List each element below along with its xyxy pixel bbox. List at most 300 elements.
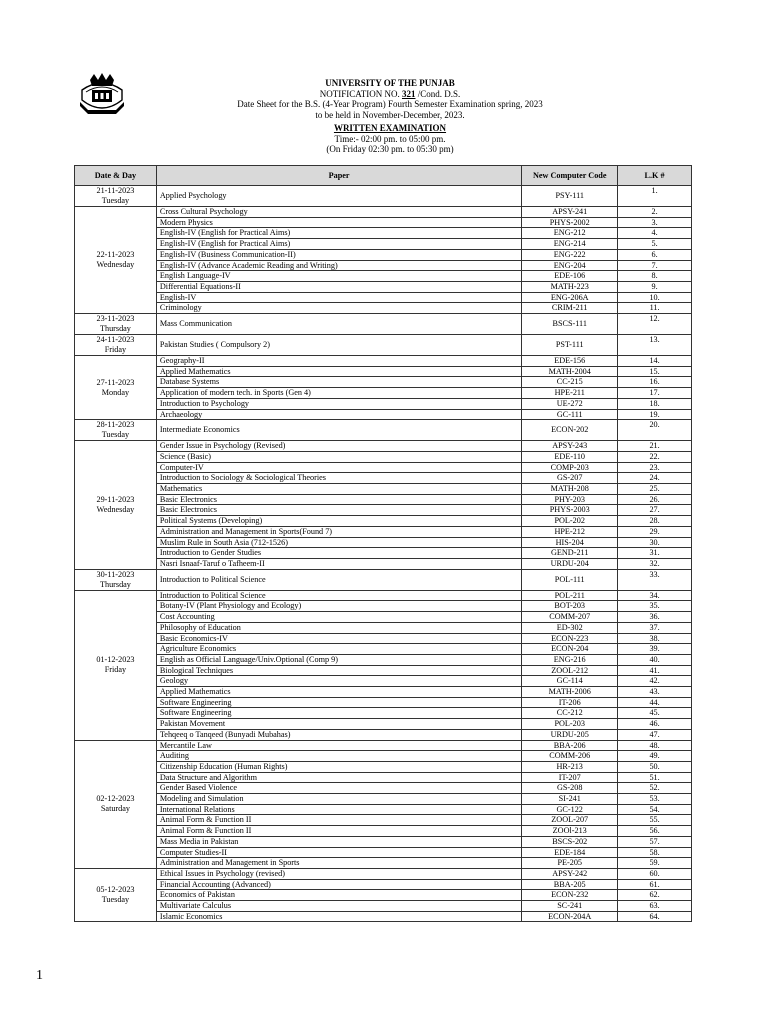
notification-number: 321 xyxy=(401,88,416,99)
course-code-cell: GC-122 xyxy=(522,804,618,815)
exam-date: 22-11-2023 xyxy=(96,250,135,260)
course-code-cell: ECON-204A xyxy=(522,911,618,922)
course-code-cell: ZOOL-207 xyxy=(522,815,618,826)
lk-number-cell: 32. xyxy=(618,558,692,569)
datesheet-period: to be held in November-December, 2023. xyxy=(315,109,465,120)
course-code-cell: BOT-203 xyxy=(522,601,618,612)
column-header-lk: L.K # xyxy=(618,166,692,186)
paper-cell: Intermediate Economics xyxy=(156,420,521,441)
table-row xyxy=(75,409,692,420)
course-code-cell: EDE-184 xyxy=(522,847,618,858)
lk-number-cell: 5. xyxy=(618,239,692,250)
exam-day: Thursday xyxy=(99,324,131,334)
course-code-cell: UE-272 xyxy=(522,398,618,409)
paper-cell: English-IV (Business Communication-II) xyxy=(156,249,521,260)
lk-number-cell: 49. xyxy=(618,751,692,762)
lk-number-cell: 39. xyxy=(618,644,692,655)
course-code-cell: GC-114 xyxy=(522,676,618,687)
lk-number-cell: 16. xyxy=(618,377,692,388)
lk-number-cell: 26. xyxy=(618,494,692,505)
course-code-cell: MATH-2006 xyxy=(522,687,618,698)
lk-number-cell: 3. xyxy=(618,217,692,228)
paper-cell: Archaeology xyxy=(156,409,521,420)
friday-time: (On Friday 02:30 pm. to 05:30 pm) xyxy=(326,144,454,154)
paper-cell: Basic Economics-IV xyxy=(156,633,521,644)
course-code-cell: URDU-205 xyxy=(522,729,618,740)
paper-cell: Software Engineering xyxy=(156,697,521,708)
paper-cell: Science (Basic) xyxy=(156,451,521,462)
course-code-cell: PHYS-2003 xyxy=(522,505,618,516)
paper-cell: English Language-IV xyxy=(156,271,521,282)
table-row xyxy=(75,292,692,303)
table-row xyxy=(75,398,692,409)
lk-number-cell: 55. xyxy=(618,815,692,826)
exam-day: Tuesday xyxy=(101,895,130,905)
table-row xyxy=(75,271,692,282)
date-day-cell xyxy=(75,441,157,569)
table-row xyxy=(75,729,692,740)
table-row xyxy=(75,783,692,794)
table-row xyxy=(75,847,692,858)
course-code-cell: IT-207 xyxy=(522,772,618,783)
paper-cell: Applied Mathematics xyxy=(156,366,521,377)
paper-cell: Applied Mathematics xyxy=(156,687,521,698)
exam-date: 23-11-2023 xyxy=(96,314,135,324)
table-row xyxy=(75,687,692,698)
table-row xyxy=(75,826,692,837)
course-code-cell: GEND-211 xyxy=(522,548,618,559)
exam-date: 27-11-2023 xyxy=(96,377,135,387)
course-code-cell: CRIM-211 xyxy=(522,303,618,314)
paper-cell: English-IV (English for Practical Aims) xyxy=(156,239,521,250)
table-row xyxy=(75,697,692,708)
lk-number-cell: 52. xyxy=(618,783,692,794)
course-code-cell: ENG-204 xyxy=(522,260,618,271)
course-code-cell: BBA-205 xyxy=(522,879,618,890)
table-row xyxy=(75,858,692,869)
course-code-cell: PHY-203 xyxy=(522,494,618,505)
exam-day: Tuesday xyxy=(101,196,130,205)
lk-number-cell: 6. xyxy=(618,249,692,260)
paper-cell: Pakistan Studies ( Compulsory 2) xyxy=(156,335,521,356)
paper-cell: English-IV (English for Practical Aims) xyxy=(156,228,521,239)
table-row xyxy=(75,794,692,805)
lk-number-cell: 2. xyxy=(618,207,692,218)
lk-number-cell: 35. xyxy=(618,601,692,612)
paper-cell: Introduction to Political Science xyxy=(156,569,521,590)
paper-cell: Data Structure and Algorithm xyxy=(156,772,521,783)
course-code-cell: ZOOL-212 xyxy=(522,665,618,676)
paper-cell: Differential Equations-II xyxy=(156,281,521,292)
lk-number-cell: 33. xyxy=(618,569,692,590)
course-code-cell: ECON-223 xyxy=(522,633,618,644)
exam-day: Monday xyxy=(101,387,130,397)
lk-number-cell: 18. xyxy=(618,398,692,409)
course-code-cell: HR-213 xyxy=(522,761,618,772)
date-day-cell xyxy=(75,420,157,441)
course-code-cell: ECON-202 xyxy=(522,420,618,441)
lk-number-cell: 29. xyxy=(618,526,692,537)
course-code-cell: HIS-204 xyxy=(522,537,618,548)
table-row xyxy=(75,654,692,665)
table-row xyxy=(75,303,692,314)
lk-number-cell: 59. xyxy=(618,858,692,869)
course-code-cell: EDE-110 xyxy=(522,451,618,462)
table-row xyxy=(75,388,692,399)
course-code-cell: BBA-206 xyxy=(522,740,618,751)
course-code-cell: URDU-204 xyxy=(522,558,618,569)
course-code-cell: ED-302 xyxy=(522,622,618,633)
date-day-cell xyxy=(75,356,157,420)
table-row xyxy=(75,890,692,901)
table-row xyxy=(75,281,692,292)
paper-cell: Auditing xyxy=(156,751,521,762)
lk-number-cell: 8. xyxy=(618,271,692,282)
date-day-cell xyxy=(75,335,157,356)
course-code-cell: GC-111 xyxy=(522,409,618,420)
lk-number-cell: 28. xyxy=(618,516,692,527)
table-row xyxy=(75,901,692,912)
exam-day: Friday xyxy=(104,665,127,675)
table-row xyxy=(75,719,692,730)
course-code-cell: BSCS-202 xyxy=(522,836,618,847)
lk-number-cell: 56. xyxy=(618,826,692,837)
course-code-cell: POL-202 xyxy=(522,516,618,527)
table-row xyxy=(75,473,692,484)
table-row xyxy=(75,420,692,441)
lk-number-cell: 22. xyxy=(618,451,692,462)
paper-cell: English-IV xyxy=(156,292,521,303)
lk-number-cell: 60. xyxy=(618,868,692,879)
table-row xyxy=(75,804,692,815)
table-row xyxy=(75,612,692,623)
course-code-cell: ECON-204 xyxy=(522,644,618,655)
column-header-date: Date & Day xyxy=(75,166,157,186)
lk-number-cell: 7. xyxy=(618,260,692,271)
exam-date: 28-11-2023 xyxy=(96,420,135,430)
date-day-cell xyxy=(75,186,157,207)
paper-cell: Application of modern tech. in Sports (Gen 4) xyxy=(156,388,521,399)
course-code-cell: ENG-214 xyxy=(522,239,618,250)
lk-number-cell: 38. xyxy=(618,633,692,644)
datesheet-title: Date Sheet for the B.S. (4-Year Program) Fourth Semester Examination spring, 2023 xyxy=(237,99,543,109)
paper-cell: Modeling and Simulation xyxy=(156,794,521,805)
course-code-cell: POL-111 xyxy=(522,569,618,590)
lk-number-cell: 23. xyxy=(618,462,692,473)
table-row xyxy=(75,548,692,559)
lk-number-cell: 43. xyxy=(618,687,692,698)
table-row xyxy=(75,761,692,772)
page-number: 1 xyxy=(36,968,43,983)
exam-day: Friday xyxy=(104,345,127,355)
lk-number-cell: 61. xyxy=(618,879,692,890)
exam-date: 02-12-2023 xyxy=(96,794,135,804)
exam-date: 21-11-2023 xyxy=(96,186,135,195)
paper-cell: Islamic Economics xyxy=(156,911,521,922)
lk-number-cell: 12. xyxy=(618,314,692,335)
course-code-cell: GS-208 xyxy=(522,783,618,794)
paper-cell: Criminology xyxy=(156,303,521,314)
exam-date: 01-12-2023 xyxy=(96,655,135,665)
lk-number-cell: 64. xyxy=(618,911,692,922)
paper-cell: Computer-IV xyxy=(156,462,521,473)
table-row xyxy=(75,505,692,516)
table-row xyxy=(75,451,692,462)
paper-cell: Animal Form & Function II xyxy=(156,826,521,837)
exam-day: Tuesday xyxy=(101,430,130,440)
paper-cell: Botany-IV (Plant Physiology and Ecology) xyxy=(156,601,521,612)
course-code-cell: PHYS-2002 xyxy=(522,217,618,228)
table-row xyxy=(75,186,692,207)
course-code-cell: HPE-212 xyxy=(522,526,618,537)
paper-cell: Nasri Isnaaf-Taruf o Tafheem-II xyxy=(156,558,521,569)
paper-cell: Modern Physics xyxy=(156,217,521,228)
course-code-cell: ECON-232 xyxy=(522,890,618,901)
paper-cell: Software Engineering xyxy=(156,708,521,719)
paper-cell: Pakistan Movement xyxy=(156,719,521,730)
table-row xyxy=(75,868,692,879)
paper-cell: Mathematics xyxy=(156,484,521,495)
table-row xyxy=(75,462,692,473)
exam-date: 24-11-2023 xyxy=(96,335,135,345)
paper-cell: Geography-II xyxy=(156,356,521,367)
table-row xyxy=(75,601,692,612)
exam-day: Wednesday xyxy=(96,504,135,514)
lk-number-cell: 34. xyxy=(618,590,692,601)
table-row xyxy=(75,740,692,751)
lk-number-cell: 42. xyxy=(618,676,692,687)
table-row xyxy=(75,377,692,388)
written-exam-heading: WRITTEN EXAMINATION xyxy=(333,123,447,133)
paper-cell: Multivariate Calculus xyxy=(156,901,521,912)
lk-number-cell: 27. xyxy=(618,505,692,516)
paper-cell: Introduction to Gender Studies xyxy=(156,548,521,559)
course-code-cell: CC-215 xyxy=(522,377,618,388)
table-row xyxy=(75,708,692,719)
lk-number-cell: 58. xyxy=(618,847,692,858)
course-code-cell: POL-203 xyxy=(522,719,618,730)
course-code-cell: PSY-111 xyxy=(522,186,618,207)
paper-cell: Introduction to Psychology xyxy=(156,398,521,409)
exam-day: Wednesday xyxy=(96,260,135,270)
table-row xyxy=(75,260,692,271)
paper-cell: Philosophy of Education xyxy=(156,622,521,633)
table-row xyxy=(75,633,692,644)
paper-cell: Economics of Pakistan xyxy=(156,890,521,901)
paper-cell: Citizenship Education (Human Rights) xyxy=(156,761,521,772)
course-code-cell: CC-212 xyxy=(522,708,618,719)
table-row xyxy=(75,590,692,601)
table-row xyxy=(75,644,692,655)
paper-cell: Tehqeeq o Tanqeed (Bunyadi Mubahas) xyxy=(156,729,521,740)
paper-cell: Gender Issue in Psychology (Revised) xyxy=(156,441,521,452)
paper-cell: Applied Psychology xyxy=(156,186,521,207)
lk-number-cell: 51. xyxy=(618,772,692,783)
lk-number-cell: 44. xyxy=(618,697,692,708)
lk-number-cell: 9. xyxy=(618,281,692,292)
course-code-cell: APSY-243 xyxy=(522,441,618,452)
lk-number-cell: 47. xyxy=(618,729,692,740)
course-code-cell: MATH-2004 xyxy=(522,366,618,377)
course-code-cell: EDE-156 xyxy=(522,356,618,367)
university-crest-icon xyxy=(78,72,126,118)
paper-cell: Mass Communication xyxy=(156,314,521,335)
table-row xyxy=(75,356,692,367)
lk-number-cell: 48. xyxy=(618,740,692,751)
lk-number-cell: 17. xyxy=(618,388,692,399)
table-row xyxy=(75,558,692,569)
table-row xyxy=(75,622,692,633)
paper-cell: Basic Electronics xyxy=(156,494,521,505)
date-sheet-table xyxy=(74,165,692,922)
column-header-code: New Computer Code xyxy=(522,166,618,186)
lk-number-cell: 14. xyxy=(618,356,692,367)
notification-line: NOTIFICATION NO. 321 /Cond. D.S. xyxy=(319,88,461,99)
course-code-cell: SC-241 xyxy=(522,901,618,912)
course-code-cell: GS-207 xyxy=(522,473,618,484)
course-code-cell: MATH-223 xyxy=(522,281,618,292)
paper-cell: Cost Accounting xyxy=(156,612,521,623)
date-day-cell xyxy=(75,207,157,314)
paper-cell: Administration and Management in Sports xyxy=(156,858,521,869)
paper-cell: Agriculture Economics xyxy=(156,644,521,655)
course-code-cell: ENG-222 xyxy=(522,249,618,260)
course-code-cell: COMM-207 xyxy=(522,612,618,623)
table-row xyxy=(75,676,692,687)
date-day-cell xyxy=(75,590,157,740)
course-code-cell: POL-211 xyxy=(522,590,618,601)
lk-number-cell: 45. xyxy=(618,708,692,719)
table-row xyxy=(75,366,692,377)
table-row xyxy=(75,569,692,590)
lk-number-cell: 46. xyxy=(618,719,692,730)
paper-cell: Biological Techniques xyxy=(156,665,521,676)
paper-cell: Geology xyxy=(156,676,521,687)
lk-number-cell: 19. xyxy=(618,409,692,420)
lk-number-cell: 53. xyxy=(618,794,692,805)
course-code-cell: ENG-206A xyxy=(522,292,618,303)
table-row xyxy=(75,484,692,495)
course-code-cell: IT-206 xyxy=(522,697,618,708)
document-header xyxy=(150,78,630,155)
paper-cell: Database Systems xyxy=(156,377,521,388)
lk-number-cell: 21. xyxy=(618,441,692,452)
table-row xyxy=(75,516,692,527)
lk-number-cell: 25. xyxy=(618,484,692,495)
table-row xyxy=(75,228,692,239)
course-code-cell: APSY-242 xyxy=(522,868,618,879)
paper-cell: Ethical Issues in Psychology (revised) xyxy=(156,868,521,879)
course-code-cell: PE-205 xyxy=(522,858,618,869)
paper-cell: Financial Accounting (Advanced) xyxy=(156,879,521,890)
lk-number-cell: 37. xyxy=(618,622,692,633)
exam-date: 05-12-2023 xyxy=(96,885,135,895)
exam-date: 30-11-2023 xyxy=(96,569,135,579)
table-row xyxy=(75,751,692,762)
paper-cell: Basic Electronics xyxy=(156,505,521,516)
exam-day: Saturday xyxy=(100,804,130,814)
table-row xyxy=(75,494,692,505)
paper-cell: Computer Studies-II xyxy=(156,847,521,858)
paper-cell: Mercantile Law xyxy=(156,740,521,751)
table-row xyxy=(75,335,692,356)
course-code-cell: EDE-106 xyxy=(522,271,618,282)
table-header-row xyxy=(75,166,692,186)
paper-cell: Muslim Rule in South Asia (712-1526) xyxy=(156,537,521,548)
lk-number-cell: 31. xyxy=(618,548,692,559)
lk-number-cell: 63. xyxy=(618,901,692,912)
paper-cell: Gender Based Violence xyxy=(156,783,521,794)
table-row xyxy=(75,526,692,537)
table-body xyxy=(75,186,692,922)
course-code-cell: ENG-216 xyxy=(522,654,618,665)
table-row xyxy=(75,836,692,847)
lk-number-cell: 24. xyxy=(618,473,692,484)
lk-number-cell: 41. xyxy=(618,665,692,676)
course-code-cell: COMP-203 xyxy=(522,462,618,473)
lk-number-cell: 40. xyxy=(618,654,692,665)
date-day-cell xyxy=(75,314,157,335)
course-code-cell: MATH-208 xyxy=(522,484,618,495)
lk-number-cell: 1. xyxy=(618,186,692,207)
paper-cell: Political Systems (Developing) xyxy=(156,516,521,527)
lk-number-cell: 57. xyxy=(618,836,692,847)
table-row xyxy=(75,537,692,548)
table-row xyxy=(75,217,692,228)
course-code-cell: ZOOl-213 xyxy=(522,826,618,837)
table-row xyxy=(75,815,692,826)
paper-cell: Mass Media in Pakistan xyxy=(156,836,521,847)
university-name: UNIVERSITY OF THE PUNJAB xyxy=(325,78,455,88)
date-day-cell xyxy=(75,868,157,922)
lk-number-cell: 11. xyxy=(618,303,692,314)
date-day-cell xyxy=(75,569,157,590)
lk-number-cell: 4. xyxy=(618,228,692,239)
course-code-cell: HPE-211 xyxy=(522,388,618,399)
exam-date: 29-11-2023 xyxy=(96,494,135,504)
date-day-cell xyxy=(75,740,157,868)
table-row xyxy=(75,239,692,250)
course-code-cell: BSCS-111 xyxy=(522,314,618,335)
exam-time: Time:- 02:00 pm. to 05:00 pm. xyxy=(334,133,446,144)
paper-cell: Introduction to Sociology & Sociological Theories xyxy=(156,473,521,484)
lk-number-cell: 62. xyxy=(618,890,692,901)
lk-number-cell: 13. xyxy=(618,335,692,356)
table-row xyxy=(75,441,692,452)
table-row xyxy=(75,911,692,922)
table-row xyxy=(75,207,692,218)
course-code-cell: ENG-212 xyxy=(522,228,618,239)
course-code-cell: COMM-206 xyxy=(522,751,618,762)
course-code-cell: SI-241 xyxy=(522,794,618,805)
paper-cell: Administration and Management in Sports(Found 7) xyxy=(156,526,521,537)
exam-day: Thursday xyxy=(99,579,131,589)
lk-number-cell: 54. xyxy=(618,804,692,815)
column-header-paper: Paper xyxy=(156,166,521,186)
paper-cell: English-IV (Advance Academic Reading and Writing) xyxy=(156,260,521,271)
lk-number-cell: 36. xyxy=(618,612,692,623)
table-row xyxy=(75,249,692,260)
course-code-cell: PST-111 xyxy=(522,335,618,356)
lk-number-cell: 10. xyxy=(618,292,692,303)
course-code-cell: APSY-241 xyxy=(522,207,618,218)
lk-number-cell: 20. xyxy=(618,420,692,441)
table-row xyxy=(75,665,692,676)
lk-number-cell: 50. xyxy=(618,761,692,772)
paper-cell: Cross Cultural Psychology xyxy=(156,207,521,218)
paper-cell: Introduction to Political Science xyxy=(156,590,521,601)
paper-cell: Animal Form & Function II xyxy=(156,815,521,826)
